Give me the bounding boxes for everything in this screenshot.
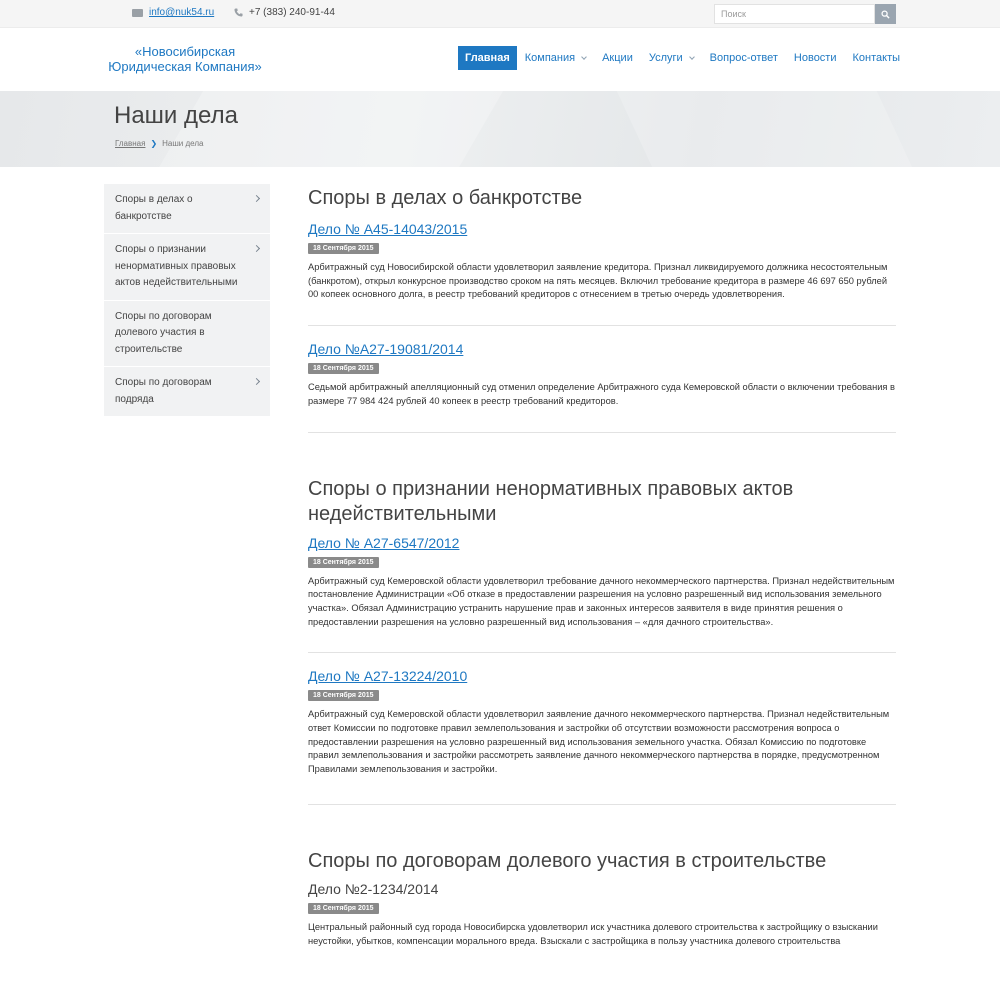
sidebar-item-contracting[interactable]	[104, 367, 270, 417]
search-box	[714, 4, 896, 24]
phone-number	[234, 7, 335, 18]
sidebar-item-shared-construction[interactable]	[104, 301, 270, 368]
sidebar-item-label: Споры в делах о банкротстве	[115, 194, 193, 222]
sidebar-menu	[104, 184, 270, 417]
breadcrumb-current: Наши дела	[162, 139, 204, 148]
nav-item-contacts[interactable]	[845, 46, 909, 70]
nav-label: Компания	[524, 52, 576, 64]
case-title-link[interactable]: Дело № А27-6547/2012	[308, 534, 460, 551]
page-title: Наши дела	[114, 102, 238, 129]
sidebar-item-label: Споры о признании ненормативных правовых актов недействительными	[115, 244, 238, 288]
case-title-link[interactable]: Дело №А27-19081/2014	[308, 341, 464, 358]
envelope-icon	[132, 9, 143, 17]
nav-item-news[interactable]	[786, 46, 845, 70]
case-description: Арбитражный суд Кемеровской области удовлетворил требование дачного некоммерческого партнерства. Признал недействительным постановление Администрации «Об отказе в предоставлении разрешения на условно разрешенный вид использования земельного участка». Обязал Администрацию устранить нарушение прав и законных интересов заявителя в виде принятия решения о предоставлении разрешения на условно разрешенный вид использования – «для дачного строительства».	[308, 575, 895, 627]
case-title-link[interactable]: Дело № А45-14043/2015	[308, 221, 468, 237]
chevron-right-icon	[253, 245, 260, 252]
breadcrumb	[115, 139, 203, 148]
section-title: Споры в делах о банкротстве	[308, 187, 583, 209]
sidebar-item-label: Споры по договорам подряда	[115, 377, 212, 405]
case-title: Дело №2-1234/2014	[308, 880, 439, 897]
nav-label: Услуги	[648, 52, 683, 64]
sidebar-item-bankruptcy[interactable]	[104, 184, 270, 234]
logo-line-2: Юридическая Компания»	[108, 59, 262, 74]
nav-item-promotions[interactable]	[594, 46, 641, 70]
divider	[308, 432, 896, 433]
case-description: Седьмой арбитражный апелляционный суд отменил определение Арбитражного суда Кемеровской области о включении требования в размере 77 984 424 рублей 40 копеек в реестр требований кредиторов.	[308, 382, 895, 406]
site-header	[0, 28, 1000, 91]
breadcrumb-arrow-icon: ❯	[150, 139, 158, 148]
sidebar-item-normative-acts[interactable]	[104, 234, 270, 301]
search-button[interactable]	[875, 4, 896, 24]
site-logo[interactable]	[100, 44, 270, 74]
divider	[308, 652, 896, 653]
nav-item-faq[interactable]	[702, 46, 786, 70]
chevron-right-icon	[253, 378, 260, 385]
nav-item-company[interactable]	[517, 46, 594, 70]
case-description: Арбитражный суд Новосибирской области удовлетворил заявление кредитора. Признал ликвидируемого должника несостоятельным (банкротом), открыл конкурсное производство сроком на пять месяцев. Включил требование кредитора в размере 46 697 650 рублей 00 копеек основного долга, в реестр требований кредиторов с отнесением в третью очередь удовлетворения.	[308, 262, 888, 300]
chevron-right-icon	[253, 195, 260, 202]
phone-text: +7 (383) 240-91-44	[249, 7, 335, 18]
page-banner	[0, 91, 1000, 167]
section-title: Споры о признании ненормативных правовых актов недействительными	[308, 477, 794, 525]
chevron-down-icon	[689, 54, 695, 60]
date-badge: 18 Сентября 2015	[308, 363, 379, 374]
nav-item-services[interactable]	[641, 46, 702, 70]
divider	[308, 804, 896, 805]
date-badge: 18 Сентября 2015	[308, 557, 379, 568]
nav-label: Контакты	[852, 52, 901, 64]
divider	[308, 325, 896, 326]
breadcrumb-home-link[interactable]: Главная	[115, 139, 146, 148]
logo-line-1: «Новосибирская	[134, 44, 236, 59]
nav-item-home[interactable]	[458, 46, 517, 70]
phone-icon	[234, 8, 243, 17]
main-content	[308, 184, 896, 948]
search-icon	[881, 10, 890, 19]
date-badge: 18 Сентября 2015	[308, 903, 379, 914]
nav-label: Акции	[602, 52, 633, 64]
section-title: Споры по договорам долевого участия в строительстве	[308, 849, 827, 872]
case-description: Арбитражный суд Кемеровской области удовлетворил заявление дачного некоммерческого партнерства. Признал недействительным ответ Комиссии по подготовке правил землепользования и застройки об отсутствии возможности рассмотрения вопроса о предоставлении разрешения на условно разрешенный вид использования земельного участка. Обязал Комиссию по подготовке правил землепользования и застройки рассмотреть заявление дачного некоммерческого партнерства в порядке, предусмотренном Правилами землепользования и застройки.	[308, 709, 890, 775]
sidebar-item-label: Споры по договорам долевого участия в строительстве	[115, 310, 212, 355]
date-badge: 18 Сентября 2015	[308, 690, 379, 701]
top-bar	[0, 0, 1000, 28]
nav-label: Главная	[465, 52, 510, 64]
email-link[interactable]	[132, 7, 214, 18]
case-title-link[interactable]: Дело № А27-13224/2010	[308, 668, 468, 685]
main-nav	[458, 46, 908, 70]
email-text: info@nuk54.ru	[149, 7, 215, 18]
date-badge: 18 Сентября 2015	[308, 243, 379, 254]
search-input[interactable]	[714, 4, 875, 24]
case-description: Центральный районный суд города Новосибирска удовлетворил иск участника долевого строительства к застройщику о взыскании неустойки, убытков, компенсации морального вреда. Взыскали с застройщика в пользу участника долевого строительства	[308, 921, 878, 946]
nav-label: Новости	[793, 52, 837, 64]
chevron-down-icon	[581, 54, 587, 60]
nav-label: Вопрос-ответ	[709, 52, 778, 64]
